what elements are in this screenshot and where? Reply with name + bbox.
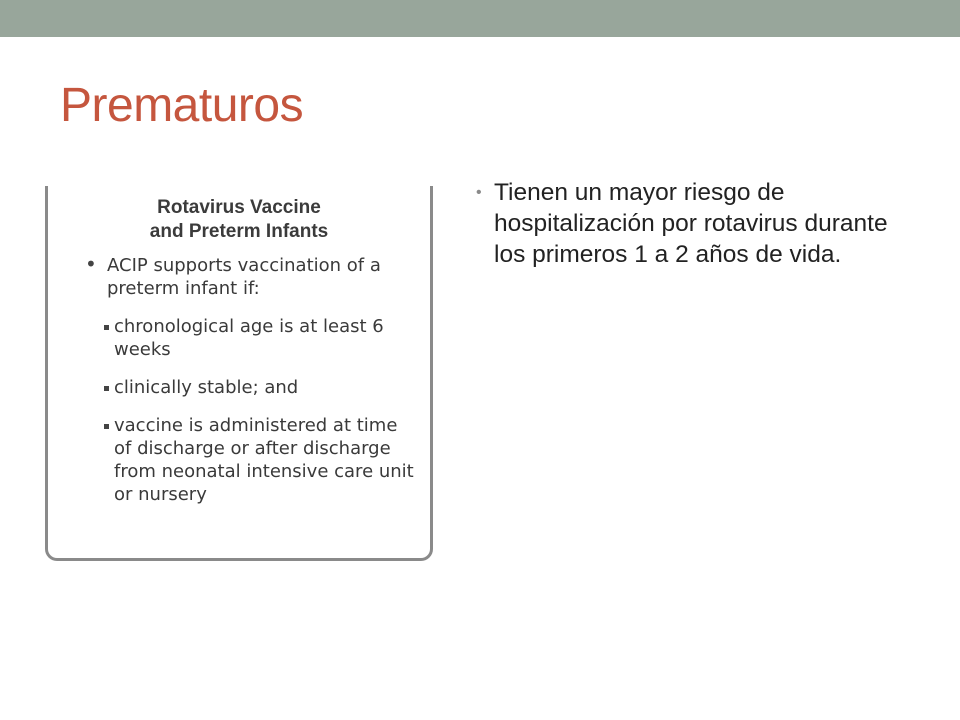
top-accent-band: [0, 0, 960, 37]
figure-sub-item: vaccine is administered at time of discharge or after discharge from neonatal intensive care unit or nursery: [101, 414, 415, 506]
figure-bullet-text: ACIP supports vaccination of a preterm infant if:: [107, 255, 381, 299]
body-bullet-list: [474, 177, 914, 270]
figure-heading-line1: Rotavirus Vaccine: [157, 197, 321, 218]
slide-title: Prematuros: [60, 79, 304, 132]
figure-bullet: [85, 254, 415, 506]
figure-heading: [45, 196, 433, 244]
rotavirus-figure-box: [45, 186, 433, 561]
body-bullet: • Tienen un mayor riesgo de hospitalización por rotavirus durante los primeros 1 a 2 años de vida.: [474, 177, 914, 270]
figure-list: [85, 254, 415, 521]
figure-sub-item: clinically stable; and: [101, 376, 415, 399]
figure-sub-item: chronological age is at least 6 weeks: [101, 315, 415, 361]
figure-heading-line2: and Preterm Infants: [149, 221, 329, 242]
figure-sublist: [107, 315, 415, 506]
